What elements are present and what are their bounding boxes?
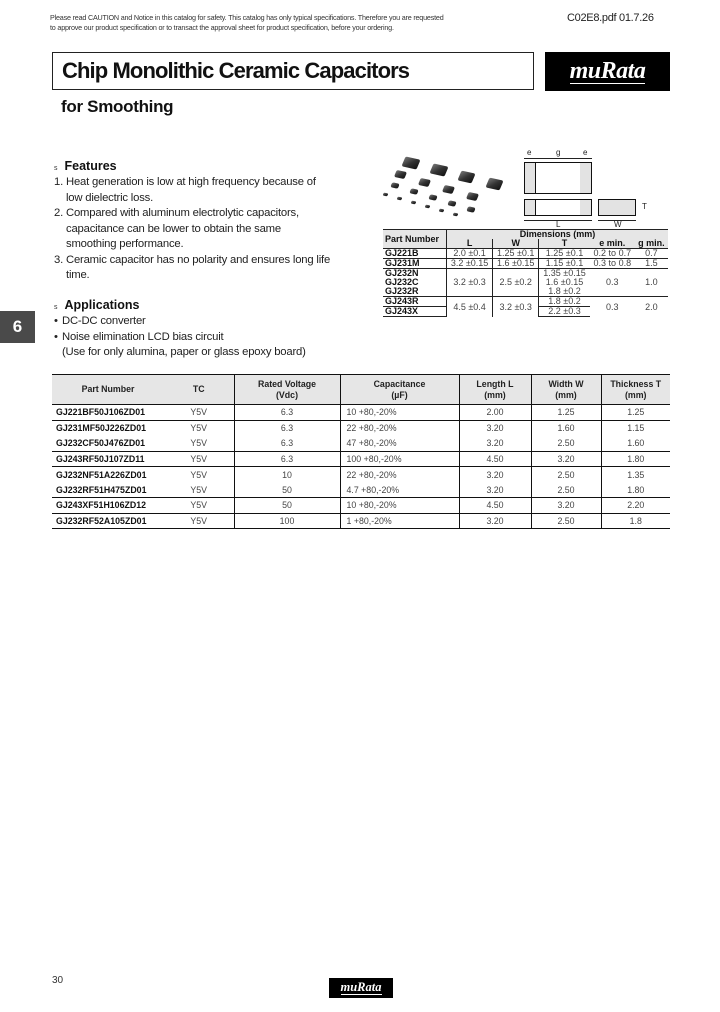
- chip-image: [453, 213, 459, 217]
- dims-header-group: Dimensions (mm): [447, 230, 668, 240]
- chip-image: [394, 170, 407, 179]
- chip-image: [466, 192, 479, 201]
- spec-header-voltage: [234, 375, 340, 405]
- dims-W: 1.25 ±0.1: [493, 249, 539, 259]
- cell-thickness: 1.15: [601, 420, 670, 436]
- cell-thickness: 1.25: [601, 405, 670, 421]
- cell-capacitance: 100 +80,-20%: [340, 451, 459, 467]
- cell-voltage: 50: [234, 482, 340, 498]
- chip-image: [418, 178, 431, 187]
- cell-thickness: 1.80: [601, 482, 670, 498]
- chip-image: [390, 182, 400, 189]
- notice-line-1: Please read CAUTION and Notice in this catalog for safety. This catalog has only typical specifications. Therefore you are requested: [50, 13, 444, 22]
- dims-T: 1.25 ±0.1: [539, 249, 590, 259]
- dims-row: [383, 249, 668, 259]
- cell-length: 3.20: [459, 420, 531, 436]
- applications-heading: [54, 298, 140, 312]
- dims-T: 2.2 ±0.3: [539, 307, 590, 317]
- header-line1: Rated Voltage: [257, 378, 316, 389]
- cell-thickness: 1.8: [601, 513, 670, 529]
- cell-capacitance: 22 +80,-20%: [340, 420, 459, 436]
- document-reference: C02E8.pdf 01.7.26: [567, 12, 654, 24]
- cell-capacitance: 10 +80,-20%: [340, 405, 459, 421]
- application-note: (Use for only alumina, paper or glass epoxy board): [62, 346, 306, 358]
- chip-image: [411, 201, 417, 205]
- application-item: [54, 330, 354, 346]
- logo-text: muRata: [340, 980, 382, 995]
- bullet-dot-icon: •: [54, 315, 58, 327]
- cell-part: GJ221BF50J106ZD01: [56, 407, 146, 418]
- dims-T: 1.35 ±0.15: [539, 269, 590, 279]
- table-row: [52, 420, 670, 436]
- table-row: [52, 405, 670, 421]
- terminal-right: [580, 200, 591, 215]
- header-line2: (mm): [484, 389, 506, 400]
- feature-number: 1.: [54, 176, 64, 188]
- side-view-rect: [524, 199, 592, 216]
- spec-header-thickness: [601, 375, 670, 405]
- chapter-number: 6: [12, 317, 23, 336]
- label-T: T: [642, 202, 647, 211]
- dims-part: GJ221B: [383, 249, 447, 259]
- dims-e: 0.2 to 0.7: [590, 249, 635, 259]
- notice-line-2: to approve our product specification or to transact the approval sheet for product specification, before your ordering.: [50, 23, 394, 32]
- cell-part: GJ232RF52A105ZD01: [52, 513, 164, 529]
- table-row: [52, 451, 670, 467]
- dims-header-W: W: [493, 239, 539, 249]
- header-line1: Width W: [548, 378, 584, 389]
- application-text: DC-DC converter: [62, 315, 146, 327]
- caution-notice: [50, 13, 520, 33]
- dims-L: 2.0 ±0.1: [447, 249, 493, 259]
- cell-length: 2.00: [459, 405, 531, 421]
- cell-voltage: 6.3: [234, 436, 340, 452]
- cell-tc: Y5V: [164, 451, 234, 467]
- dimension-diagram: [520, 148, 670, 232]
- chapter-tab: [0, 311, 35, 343]
- cell-length: 3.20: [459, 513, 531, 529]
- cell-length: 4.50: [459, 498, 531, 514]
- cell-voltage: 10: [234, 467, 340, 483]
- header-line2: (Vdc): [276, 389, 298, 400]
- header-line1: Capacitance: [373, 378, 426, 389]
- applications-heading-label: Applications: [64, 298, 140, 312]
- cell-thickness: 1.80: [601, 451, 670, 467]
- dims-g: 2.0: [635, 297, 668, 317]
- cell-tc: Y5V: [190, 484, 208, 495]
- dims-header-L: L: [447, 239, 493, 249]
- chip-image: [442, 185, 455, 194]
- dims-g: 1.0: [635, 269, 668, 297]
- cell-width: 2.50: [531, 482, 601, 498]
- top-view-rect: [524, 162, 592, 194]
- spec-header-length: [459, 375, 531, 405]
- section-bullet-icon: s: [54, 304, 58, 311]
- chip-image: [401, 156, 420, 169]
- cell-length: 3.20: [459, 482, 531, 498]
- chip-image: [466, 206, 476, 213]
- header-line1: Thickness T: [610, 378, 662, 389]
- page-number: 30: [52, 975, 64, 986]
- dims-L: 3.2 ±0.3: [447, 269, 493, 297]
- header-line2: (µF): [391, 389, 408, 400]
- label-e-left: e: [527, 148, 532, 157]
- dims-header-part: Part Number: [383, 230, 447, 249]
- chip-image: [457, 171, 475, 184]
- feature-item: [54, 206, 334, 253]
- spec-header-tc: [164, 375, 234, 405]
- cell-tc: Y5V: [164, 498, 234, 514]
- dims-T: 1.8 ±0.2: [539, 287, 590, 297]
- chip-image: [397, 197, 403, 201]
- bullet-dot-icon: •: [54, 330, 58, 343]
- dims-part: GJ243X: [383, 307, 447, 317]
- chip-image: [439, 209, 445, 213]
- dims-g: 0.7: [635, 249, 668, 259]
- page-title: Chip Monolithic Ceramic Capacitors: [62, 58, 410, 83]
- cell-length: 3.20: [459, 436, 531, 452]
- cell-capacitance: 4.7 +80,-20%: [340, 482, 459, 498]
- dims-e: 0.3: [590, 297, 635, 317]
- table-row: [52, 498, 670, 514]
- cell-voltage: 6.3: [234, 405, 340, 421]
- cell-thickness: 1.35: [601, 467, 670, 483]
- cell-capacitance: 1 +80,-20%: [340, 513, 459, 529]
- section-bullet-icon: s: [54, 165, 58, 172]
- dims-W: 2.5 ±0.2: [493, 269, 539, 297]
- cell-width: 2.50: [531, 467, 601, 483]
- cell-thickness: 2.20: [601, 498, 670, 514]
- dimension-line: [524, 158, 592, 159]
- cell-part: GJ232RF51H475ZD01: [56, 484, 147, 495]
- cell-capacitance: 22 +80,-20%: [340, 467, 459, 483]
- header-line1: Length L: [476, 378, 514, 389]
- chip-image: [428, 194, 438, 201]
- header-line2: (mm): [555, 389, 577, 400]
- dims-W: 1.6 ±0.15: [493, 259, 539, 269]
- dims-g: 1.5: [635, 259, 668, 269]
- feature-number: 2.: [54, 207, 64, 219]
- cell-capacitance: 47 +80,-20%: [340, 436, 459, 452]
- cell-length: 3.20: [459, 467, 531, 483]
- header-line1: TC: [192, 384, 205, 394]
- spec-header-row: [52, 375, 670, 405]
- applications-list: [54, 314, 354, 361]
- spec-header-capacitance: [340, 375, 459, 405]
- dims-header-T: T: [539, 239, 590, 249]
- title-box: [52, 52, 534, 90]
- chip-image: [383, 193, 389, 197]
- dims-part: GJ231M: [383, 259, 447, 269]
- dims-part: GJ232N: [383, 269, 447, 279]
- murata-logo-footer: [329, 978, 393, 998]
- cell-part: GJ232NF51A226ZD01: [52, 467, 164, 483]
- label-g: g: [556, 148, 561, 157]
- dims-e: 0.3 to 0.8: [590, 259, 635, 269]
- application-item: [54, 314, 354, 330]
- cell-tc: Y5V: [164, 420, 234, 436]
- cell-tc: Y5V: [190, 407, 208, 418]
- cell-tc: Y5V: [164, 513, 234, 529]
- logo-text: muRata: [569, 58, 646, 84]
- dims-T: 1.8 ±0.2: [539, 297, 590, 307]
- spec-header-width: [531, 375, 601, 405]
- label-W: W: [614, 220, 622, 229]
- feature-number: 3.: [54, 253, 64, 266]
- label-e-right: e: [583, 148, 588, 157]
- chip-image: [485, 178, 503, 191]
- dims-part: GJ232C: [385, 277, 419, 288]
- cell-width: 1.25: [531, 405, 601, 421]
- cell-voltage: 6.3: [234, 451, 340, 467]
- chip-image: [409, 188, 419, 195]
- cell-tc: Y5V: [164, 467, 234, 483]
- cell-width: 3.20: [531, 451, 601, 467]
- cell-part: GJ243XF51H106ZD12: [52, 498, 164, 514]
- table-row: [52, 482, 670, 498]
- feature-text: Ceramic capacitor has no polarity and ensures long life time.: [66, 253, 331, 281]
- dims-e: 0.3: [590, 269, 635, 297]
- cell-capacitance: 10 +80,-20%: [340, 498, 459, 514]
- header-line2: (mm): [624, 389, 647, 400]
- cell-voltage: 50: [234, 498, 340, 514]
- table-row: [52, 513, 670, 529]
- dims-row: [383, 259, 668, 269]
- cell-width: 3.20: [531, 498, 601, 514]
- cell-tc: Y5V: [190, 438, 208, 448]
- header-line1: Part Number: [81, 384, 135, 394]
- dims-row: [383, 297, 668, 307]
- chip-image: [425, 205, 431, 209]
- spec-table: [52, 374, 670, 529]
- features-list: [54, 175, 334, 284]
- end-view-rect: [598, 199, 636, 216]
- dims-T: 1.15 ±0.1: [539, 259, 590, 269]
- dims-header-g: g min.: [635, 239, 668, 249]
- features-heading-label: Features: [64, 159, 117, 173]
- spec-header-part: [52, 375, 164, 405]
- chip-image: [447, 200, 457, 207]
- label-L: L: [556, 220, 561, 229]
- feature-item: [54, 175, 334, 206]
- dims-row: [383, 269, 668, 279]
- terminal-left: [525, 200, 536, 215]
- features-heading: [54, 159, 117, 173]
- page-subtitle: for Smoothing: [61, 97, 174, 116]
- dims-header-e: e min.: [590, 239, 635, 249]
- cell-part: GJ243RF50J107ZD11: [52, 451, 164, 467]
- dims-W: 3.2 ±0.3: [493, 297, 539, 317]
- dimensions-table: [383, 229, 668, 317]
- table-row: [52, 436, 670, 452]
- cell-voltage: 100: [234, 513, 340, 529]
- cell-width: 2.50: [531, 436, 601, 452]
- cell-part: GJ231MF50J226ZD01: [52, 420, 164, 436]
- feature-item: [54, 253, 334, 284]
- cell-thickness: 1.60: [601, 436, 670, 452]
- dims-L: 3.2 ±0.15: [447, 259, 493, 269]
- feature-text: Compared with aluminum electrolytic capacitors, capacitance can be lower to obtain the same smoothing performance.: [66, 207, 299, 250]
- dims-L: 4.5 ±0.4: [447, 297, 493, 317]
- terminal-right: [580, 163, 591, 193]
- feature-text: Heat generation is low at high frequency because of low dielectric loss.: [66, 176, 316, 204]
- cell-length: 4.50: [459, 451, 531, 467]
- cell-voltage: 6.3: [234, 420, 340, 436]
- cell-part: GJ232CF50J476ZD01: [56, 438, 146, 448]
- murata-logo: [545, 52, 670, 91]
- terminal-left: [525, 163, 536, 193]
- dims-part: GJ243R: [383, 297, 447, 307]
- table-row: [52, 467, 670, 483]
- cell-width: 2.50: [531, 513, 601, 529]
- dims-part: GJ232R: [385, 286, 419, 297]
- chip-image: [429, 163, 448, 176]
- cell-width: 1.60: [531, 420, 601, 436]
- application-text: Noise elimination LCD bias circuit: [62, 330, 224, 343]
- dims-T: 1.6 ±0.15: [539, 278, 590, 287]
